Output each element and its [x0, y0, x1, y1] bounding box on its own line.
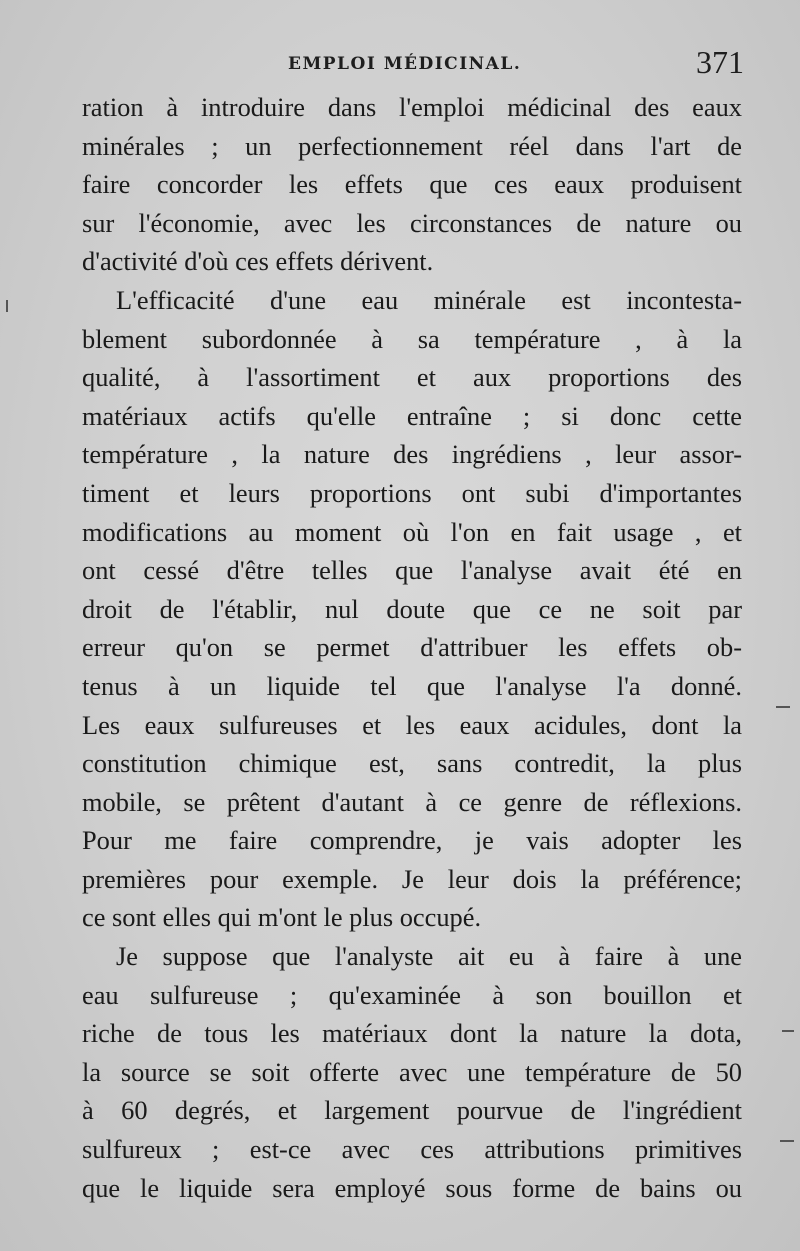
- text-line: blement subordonnée à sa température , à la: [82, 323, 742, 354]
- text-line: la source se soit offerte avec une température de 50: [82, 1056, 742, 1087]
- text-line: Je suppose que l'analyste ait eu à faire à une: [116, 941, 742, 972]
- text-line: minérales ; un perfectionnement réel dans l'art de: [82, 130, 742, 161]
- text-line: sulfureux ; est-ce avec ces attributions primitives: [82, 1134, 742, 1165]
- text-line: sur l'économie, avec les circonstances de nature ou: [82, 207, 742, 238]
- text-line: Pour me faire comprendre, je vais adopter les: [82, 825, 742, 856]
- text-line: tenus à un liquide tel que l'analyse l'a donné.: [82, 670, 742, 701]
- text-line: timent et leurs proportions ont subi d'importantes: [82, 477, 742, 508]
- text-line: ont cessé d'être telles que l'analyse avait été en: [82, 555, 742, 586]
- body-text: [82, 88, 742, 1207]
- text-line: température , la nature des ingrédiens , leur assor-: [82, 439, 742, 470]
- text-line: erreur qu'on se permet d'attribuer les effets ob-: [82, 632, 742, 663]
- text-line: mobile, se prêtent d'autant à ce genre de réflexions.: [82, 786, 742, 817]
- margin-mark: [6, 300, 8, 312]
- page-number: 371: [696, 44, 744, 80]
- margin-mark: [780, 1140, 794, 1142]
- text-line: Les eaux sulfureuses et les eaux acidules, dont la: [82, 709, 742, 740]
- text-line: à 60 degrés, et largement pourvue de l'ingrédient: [82, 1095, 742, 1126]
- text-line: que le liquide sera employé sous forme de bains ou: [82, 1172, 742, 1203]
- text-line: ration à introduire dans l'emploi médicinal des eaux: [82, 92, 742, 122]
- page-header: [82, 44, 744, 84]
- text-line: eau sulfureuse ; qu'examinée à son bouillon et: [82, 979, 742, 1010]
- text-line: modifications au moment où l'on en fait usage , et: [82, 516, 742, 547]
- text-line: L'efficacité d'une eau minérale est incontesta-: [116, 284, 742, 315]
- text-line: premières pour exemple. Je leur dois la préférence;: [82, 863, 742, 894]
- text-line: qualité, à l'assortiment et aux proportions des: [82, 362, 742, 393]
- text-line: constitution chimique est, sans contredit, la plus: [82, 748, 742, 779]
- text-line: d'activité d'où ces effets dérivent.: [82, 246, 434, 277]
- text-line: matériaux actifs qu'elle entraîne ; si donc cette: [82, 400, 742, 431]
- text-line: ce sont elles qui m'ont le plus occupé.: [82, 902, 482, 933]
- text-line: riche de tous les matériaux dont la nature la dota,: [82, 1018, 742, 1049]
- text-line: droit de l'établir, nul doute que ce ne soit par: [82, 593, 742, 624]
- running-title: EMPLOI MÉDICINAL.: [288, 54, 522, 74]
- margin-mark: [776, 706, 790, 708]
- margin-mark: [782, 1030, 794, 1032]
- text-line: faire concorder les effets que ces eaux produisent: [82, 169, 742, 200]
